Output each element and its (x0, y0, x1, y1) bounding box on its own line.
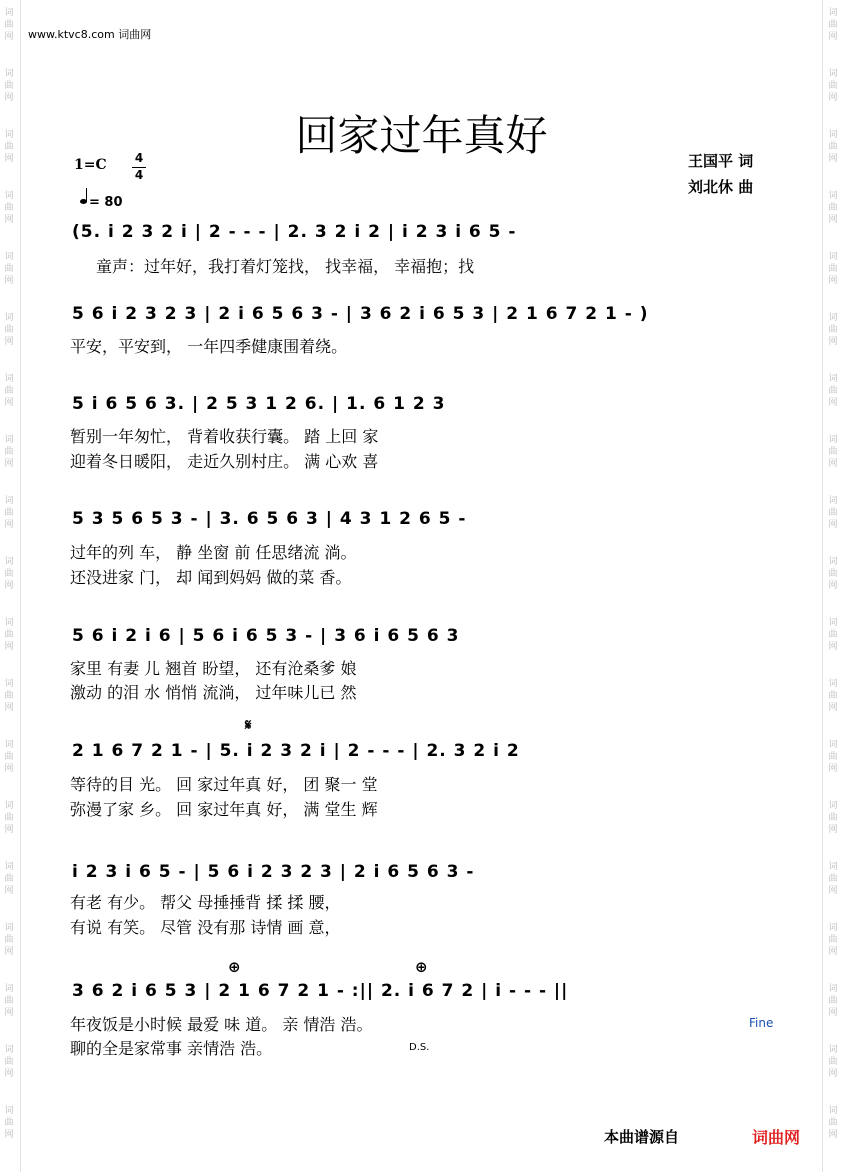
watermark-char: 词 (828, 862, 838, 872)
watermark-char: 词 (4, 1106, 14, 1116)
watermark-char: 曲 (828, 935, 838, 945)
watermark-char: 曲 (4, 386, 14, 396)
watermark-char: 曲 (4, 508, 14, 518)
watermark-char: 网 (828, 215, 838, 225)
system-3-lyric-1: 暂别一年匆忙， 背着收获行囊。 踏 上回 家 (70, 427, 379, 446)
watermark-char: 曲 (828, 264, 838, 274)
system-6-lyric-2: 弥漫了家 乡。 回 家过年真 好， 满 堂生 辉 (70, 800, 378, 819)
watermark-char: 网 (828, 1069, 838, 1079)
watermark-char: 词 (4, 374, 14, 384)
system-5-lyric-1: 家里 有妻 儿 翘首 盼望， 还有沧桑爹 娘 (70, 659, 357, 678)
watermark-char: 曲 (4, 264, 14, 274)
system-5-notes: 5 6 i 2 i 6 | 5 6 i 6 5 3 - | 3 6 i 6 5 6 3 (72, 626, 460, 646)
watermark-char: 词 (4, 496, 14, 506)
watermark-char: 曲 (4, 203, 14, 213)
watermark-char: 词 (828, 679, 838, 689)
time-signature-bottom: 4 (134, 168, 144, 182)
watermark-char: 曲 (828, 1118, 838, 1128)
watermark-char: 曲 (828, 813, 838, 823)
key-signature: 1=C (74, 157, 107, 173)
watermark-char: 曲 (828, 691, 838, 701)
watermark-char: 词 (828, 374, 838, 384)
coda-icon-2: ⊕ (415, 958, 428, 976)
watermark-char: 词 (828, 252, 838, 262)
watermark-char: 曲 (828, 630, 838, 640)
tempo-marking: = 80 (89, 195, 123, 210)
system-7-lyric-1: 有老 有少。 帮父 母捶捶背 揉 揉 腰， (70, 893, 341, 912)
watermark-char: 曲 (4, 874, 14, 884)
system-3-notes: 5 i 6 5 6 3. | 2 5 3 1 2 6. | 1. 6 1 2 3 (72, 394, 446, 414)
watermark-char: 词 (828, 1045, 838, 1055)
watermark-char: 曲 (828, 508, 838, 518)
lyricist-credit: 王国平 词 (688, 152, 754, 170)
system-5-lyric-2: 激动 的泪 水 悄悄 流淌， 过年味儿已 然 (70, 683, 357, 702)
watermark-char: 词 (828, 984, 838, 994)
watermark-char: 曲 (828, 1057, 838, 1067)
watermark-char: 网 (4, 459, 14, 469)
watermark-char: 曲 (4, 691, 14, 701)
watermark-char: 网 (828, 520, 838, 530)
watermark-char: 网 (4, 215, 14, 225)
watermark-char: 曲 (4, 752, 14, 762)
quarter-note-stem (86, 188, 87, 202)
watermark-char: 词 (4, 130, 14, 140)
segno-icon: 𝄋 (245, 716, 252, 734)
watermark-char: 网 (828, 459, 838, 469)
watermark-char: 网 (4, 825, 14, 835)
watermark-char: 曲 (4, 81, 14, 91)
watermark-char: 词 (4, 923, 14, 933)
fine-marking: Fine (749, 1016, 774, 1030)
watermark-char: 词 (828, 557, 838, 567)
watermark-char: 词 (4, 435, 14, 445)
watermark-char: 曲 (828, 203, 838, 213)
system-6-lyric-1: 等待的目 光。 回 家过年真 好， 团 聚一 堂 (70, 775, 378, 794)
watermark-char: 曲 (4, 630, 14, 640)
system-7-notes: i 2 3 i 6 5 - | 5 6 i 2 3 2 3 | 2 i 6 5 6 3 - (72, 862, 475, 882)
watermark-char: 曲 (4, 569, 14, 579)
watermark-char: 网 (4, 93, 14, 103)
watermark-char: 网 (4, 642, 14, 652)
footer-brand-link[interactable]: 词曲网 (752, 1128, 801, 1147)
watermark-char: 词 (828, 496, 838, 506)
watermark-char: 网 (4, 398, 14, 408)
watermark-char: 网 (4, 520, 14, 530)
watermark-char: 词 (828, 801, 838, 811)
watermark-char: 词 (828, 191, 838, 201)
watermark-char: 曲 (828, 569, 838, 579)
watermark-char: 网 (4, 32, 14, 42)
ds-marking: D.S. (409, 1042, 430, 1053)
system-4-lyric-1: 过年的列 车， 静 坐窗 前 任思绪流 淌。 (70, 543, 357, 562)
watermark-char: 网 (828, 642, 838, 652)
watermark-char: 网 (828, 581, 838, 591)
site-url[interactable]: www.ktvc8.com 词曲网 (28, 28, 152, 41)
watermark-char: 网 (828, 703, 838, 713)
watermark-char: 词 (4, 252, 14, 262)
system-4-lyric-2: 还没进家 门， 却 闻到妈妈 做的菜 香。 (70, 568, 352, 587)
system-7-lyric-2: 有说 有笑。 尽管 没有那 诗情 画 意， (70, 918, 341, 937)
watermark-char: 曲 (4, 447, 14, 457)
watermark-char: 词 (4, 862, 14, 872)
watermark-char: 词 (4, 984, 14, 994)
watermark-char: 网 (4, 276, 14, 286)
watermark-char: 网 (4, 886, 14, 896)
watermark-char: 词 (828, 618, 838, 628)
watermark-char: 曲 (4, 1057, 14, 1067)
watermark-char: 网 (4, 1069, 14, 1079)
watermark-char: 词 (828, 69, 838, 79)
system-1-notes: (5. i 2 3 2 i | 2 - - - | 2. 3 2 i 2 | i 2 3 i 6 5 - (72, 222, 517, 242)
watermark-char: 词 (828, 313, 838, 323)
watermark-char: 网 (828, 947, 838, 957)
watermark-char: 词 (4, 1045, 14, 1055)
watermark-char: 网 (828, 276, 838, 286)
watermark-char: 网 (828, 32, 838, 42)
system-8-lyric-1: 年夜饭是小时候 最爱 味 道。 亲 情浩 浩。 (70, 1015, 373, 1034)
watermark-char: 网 (4, 154, 14, 164)
watermark-char: 曲 (828, 874, 838, 884)
watermark-char: 曲 (828, 325, 838, 335)
watermark-char: 词 (4, 618, 14, 628)
watermark-char: 网 (828, 1130, 838, 1140)
watermark-char: 词 (4, 740, 14, 750)
system-8-lyric-2: 聊的全是家常事 亲情浩 浩。 (70, 1039, 273, 1058)
system-1-lyric-1: 童声：过年好，我打着灯笼找， 找幸福， 幸福抱；找 (96, 257, 475, 276)
watermark-char: 网 (4, 1008, 14, 1018)
right-border-line (822, 0, 823, 1172)
watermark-char: 词 (4, 313, 14, 323)
watermark-char: 词 (4, 8, 14, 18)
watermark-char: 网 (828, 337, 838, 347)
watermark-char: 词 (828, 435, 838, 445)
system-2-notes: 5 6 i 2 3 2 3 | 2 i 6 5 6 3 - | 3 6 2 i 6 5 3 | 2 1 6 7 2 1 - ) (72, 304, 649, 324)
song-title: 回家过年真好 (295, 111, 548, 160)
watermark-char: 曲 (828, 20, 838, 30)
watermark-char: 网 (4, 581, 14, 591)
system-2-lyric-1: 平安，平安到， 一年四季健康围着绕。 (70, 337, 348, 356)
right-watermark-column (826, 0, 840, 1172)
watermark-char: 网 (828, 93, 838, 103)
watermark-char: 词 (4, 191, 14, 201)
watermark-char: 词 (828, 923, 838, 933)
system-3-lyric-2: 迎着冬日暖阳， 走近久别村庄。 满 心欢 喜 (70, 452, 379, 471)
watermark-char: 曲 (4, 325, 14, 335)
composer-credit: 刘北休 曲 (688, 178, 754, 196)
watermark-char: 词 (828, 8, 838, 18)
watermark-char: 曲 (828, 81, 838, 91)
watermark-char: 曲 (828, 996, 838, 1006)
system-4-notes: 5 3 5 6 5 3 - | 3. 6 5 6 3 | 4 3 1 2 6 5 - (72, 509, 467, 529)
watermark-char: 网 (828, 825, 838, 835)
watermark-char: 网 (828, 886, 838, 896)
watermark-char: 曲 (4, 935, 14, 945)
watermark-char: 曲 (4, 142, 14, 152)
watermark-char: 词 (828, 740, 838, 750)
watermark-char: 网 (4, 337, 14, 347)
watermark-char: 词 (4, 557, 14, 567)
watermark-char: 网 (4, 764, 14, 774)
watermark-char: 网 (4, 1130, 14, 1140)
watermark-char: 词 (828, 130, 838, 140)
watermark-char: 曲 (828, 447, 838, 457)
watermark-char: 曲 (4, 1118, 14, 1128)
watermark-char: 曲 (828, 752, 838, 762)
watermark-char: 词 (4, 69, 14, 79)
watermark-char: 曲 (4, 996, 14, 1006)
watermark-char: 网 (828, 398, 838, 408)
watermark-char: 曲 (828, 142, 838, 152)
watermark-char: 曲 (4, 20, 14, 30)
left-border-line (20, 0, 21, 1172)
watermark-char: 网 (4, 703, 14, 713)
system-8-notes: 3 6 2 i 6 5 3 | 2 1 6 7 2 1 - :|| 2. i 6 7 2 | i - - - || (72, 981, 569, 1001)
time-signature-top: 4 (134, 151, 144, 165)
watermark-char: 曲 (828, 386, 838, 396)
watermark-char: 词 (828, 1106, 838, 1116)
coda-icon-1: ⊕ (228, 958, 241, 976)
watermark-char: 词 (4, 679, 14, 689)
footer-source-text: 本曲谱源自 (604, 1128, 680, 1146)
system-6-notes: 2 1 6 7 2 1 - | 5. i 2 3 2 i | 2 - - - | 2. 3 2 i 2 (72, 741, 520, 761)
watermark-char: 曲 (4, 813, 14, 823)
watermark-char: 网 (828, 1008, 838, 1018)
watermark-char: 网 (828, 764, 838, 774)
watermark-char: 网 (828, 154, 838, 164)
watermark-char: 网 (4, 947, 14, 957)
left-watermark-column (2, 0, 16, 1172)
watermark-char: 词 (4, 801, 14, 811)
